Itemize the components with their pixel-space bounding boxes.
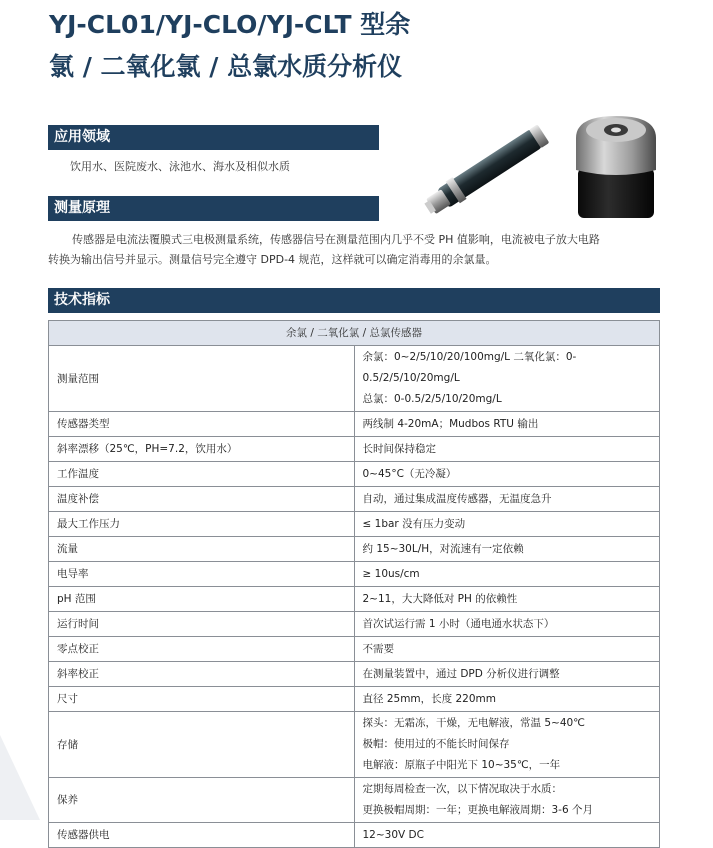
spec-value bbox=[354, 437, 660, 462]
spec-value bbox=[354, 612, 660, 637]
spec-table-body bbox=[49, 346, 660, 848]
principle-line-2: 转换为输出信号并显示。测量信号完全遵守 DPD-4 规范，这样就可以确定消毒用的余氯量。 bbox=[48, 253, 497, 266]
table-row bbox=[49, 562, 660, 587]
title-line-2: 氯 / 二氧化氯 / 总氯水质分析仪 bbox=[49, 52, 403, 81]
table-row bbox=[49, 823, 660, 848]
spec-label: 存储 bbox=[49, 712, 355, 778]
spec-value bbox=[354, 462, 660, 487]
spec-value-line: 直径 25mm，长度 220mm bbox=[362, 692, 496, 705]
spec-label: 温度补偿 bbox=[49, 487, 355, 512]
spec-label: 斜率漂移（25℃，PH=7.2，饮用水） bbox=[49, 437, 355, 462]
principle-text bbox=[72, 230, 672, 250]
spec-value-line: 首次试运行需 1 小时（通电通水状态下） bbox=[362, 617, 555, 630]
table-row bbox=[49, 487, 660, 512]
spec-value bbox=[354, 778, 660, 823]
spec-value-line: 定期每周检查一次，以下情况取决于水质： bbox=[362, 783, 562, 795]
spec-table-header: 余氯 / 二氧化氯 / 总氯传感器 bbox=[49, 321, 660, 346]
spec-label: 电导率 bbox=[49, 562, 355, 587]
spec-value-line: 余氯：0~2/5/10/20/100mg/L 二氧化氯：0-0.5/2/5/10/20mg/L bbox=[362, 351, 577, 384]
section-heading-principle: 测量原理 bbox=[48, 196, 379, 221]
spec-label: 流量 bbox=[49, 537, 355, 562]
table-row bbox=[49, 778, 660, 823]
spec-value bbox=[354, 687, 660, 712]
spec-value-line: 探头：无霜冻，干燥，无电解液，常温 5~40℃ bbox=[362, 717, 585, 729]
table-row bbox=[49, 637, 660, 662]
spec-value bbox=[354, 412, 660, 437]
spec-value-line: 长时间保持稳定 bbox=[362, 442, 436, 455]
section-heading-application: 应用领域 bbox=[48, 125, 379, 150]
table-row bbox=[49, 346, 660, 412]
spec-value-line: 极帽：使用过的不能长时间保存 bbox=[362, 738, 510, 750]
table-row bbox=[49, 462, 660, 487]
spec-label: 测量范围 bbox=[49, 346, 355, 412]
application-text: 饮用水、医院废水、泳池水、海水及相似水质 bbox=[70, 160, 290, 173]
spec-value-line: 约 15~30L/H，对流速有一定依赖 bbox=[362, 542, 524, 555]
table-row bbox=[49, 687, 660, 712]
electrode-cap-image bbox=[570, 108, 662, 220]
table-row bbox=[49, 412, 660, 437]
spec-label: 运行时间 bbox=[49, 612, 355, 637]
spec-value-line: ≤ 1bar 没有压力变动 bbox=[362, 517, 466, 530]
spec-label: pH 范围 bbox=[49, 587, 355, 612]
spec-label: 传感器类型 bbox=[49, 412, 355, 437]
spec-table-header-row bbox=[49, 321, 660, 346]
page-title bbox=[49, 4, 489, 88]
spec-label: 保养 bbox=[49, 778, 355, 823]
spec-value bbox=[354, 487, 660, 512]
spec-value bbox=[354, 662, 660, 687]
spec-value bbox=[354, 537, 660, 562]
section-heading-specs: 技术指标 bbox=[48, 288, 660, 313]
spec-value bbox=[354, 712, 660, 778]
spec-value bbox=[354, 562, 660, 587]
spec-value-line: ≥ 10us/cm bbox=[362, 567, 420, 580]
spec-label: 工作温度 bbox=[49, 462, 355, 487]
table-row bbox=[49, 587, 660, 612]
table-row bbox=[49, 537, 660, 562]
spec-value-line: 两线制 4-20mA；Mudbos RTU 输出 bbox=[362, 417, 539, 430]
spec-value-line: 总氯：0-0.5/2/5/10/20mg/L bbox=[362, 393, 502, 405]
spec-value-line: 12~30V DC bbox=[362, 828, 424, 841]
spec-value bbox=[354, 823, 660, 848]
table-row bbox=[49, 612, 660, 637]
spec-value-line: 2~11，大大降低对 PH 的依赖性 bbox=[362, 592, 518, 605]
spec-value-line: 更换极帽周期：一年；更换电解液周期：3-6 个月 bbox=[362, 804, 593, 816]
spec-label: 传感器供电 bbox=[49, 823, 355, 848]
spec-label: 尺寸 bbox=[49, 687, 355, 712]
spec-value bbox=[354, 637, 660, 662]
principle-text-cont bbox=[48, 250, 668, 270]
table-row bbox=[49, 712, 660, 778]
sensor-probe-image bbox=[415, 115, 565, 220]
spec-value-line: 在测量装置中，通过 DPD 分析仪进行调整 bbox=[362, 667, 560, 680]
decorative-corner-shape bbox=[0, 735, 40, 820]
spec-value-line: 不需要 bbox=[362, 642, 394, 655]
spec-value-line: 0~45°C（无冷凝） bbox=[362, 467, 457, 480]
spec-label: 最大工作压力 bbox=[49, 512, 355, 537]
spec-value-line: 自动，通过集成温度传感器，无温度急升 bbox=[362, 492, 552, 505]
table-row bbox=[49, 512, 660, 537]
title-line-1: YJ-CL01/YJ-CLO/YJ-CLT 型余 bbox=[49, 10, 411, 39]
spec-value-line: 电解液：原瓶子中阳光下 10~35℃，一年 bbox=[362, 759, 561, 771]
spec-label: 斜率校正 bbox=[49, 662, 355, 687]
spec-label: 零点校正 bbox=[49, 637, 355, 662]
table-row bbox=[49, 662, 660, 687]
spec-value bbox=[354, 346, 660, 412]
spec-value bbox=[354, 512, 660, 537]
spec-table bbox=[48, 320, 660, 848]
table-row bbox=[49, 437, 660, 462]
principle-line-1: 传感器是电流法覆膜式三电极测量系统，传感器信号在测量范围内几乎不受 PH 值影响，电流被电子放大电路 bbox=[72, 233, 600, 246]
spec-value bbox=[354, 587, 660, 612]
